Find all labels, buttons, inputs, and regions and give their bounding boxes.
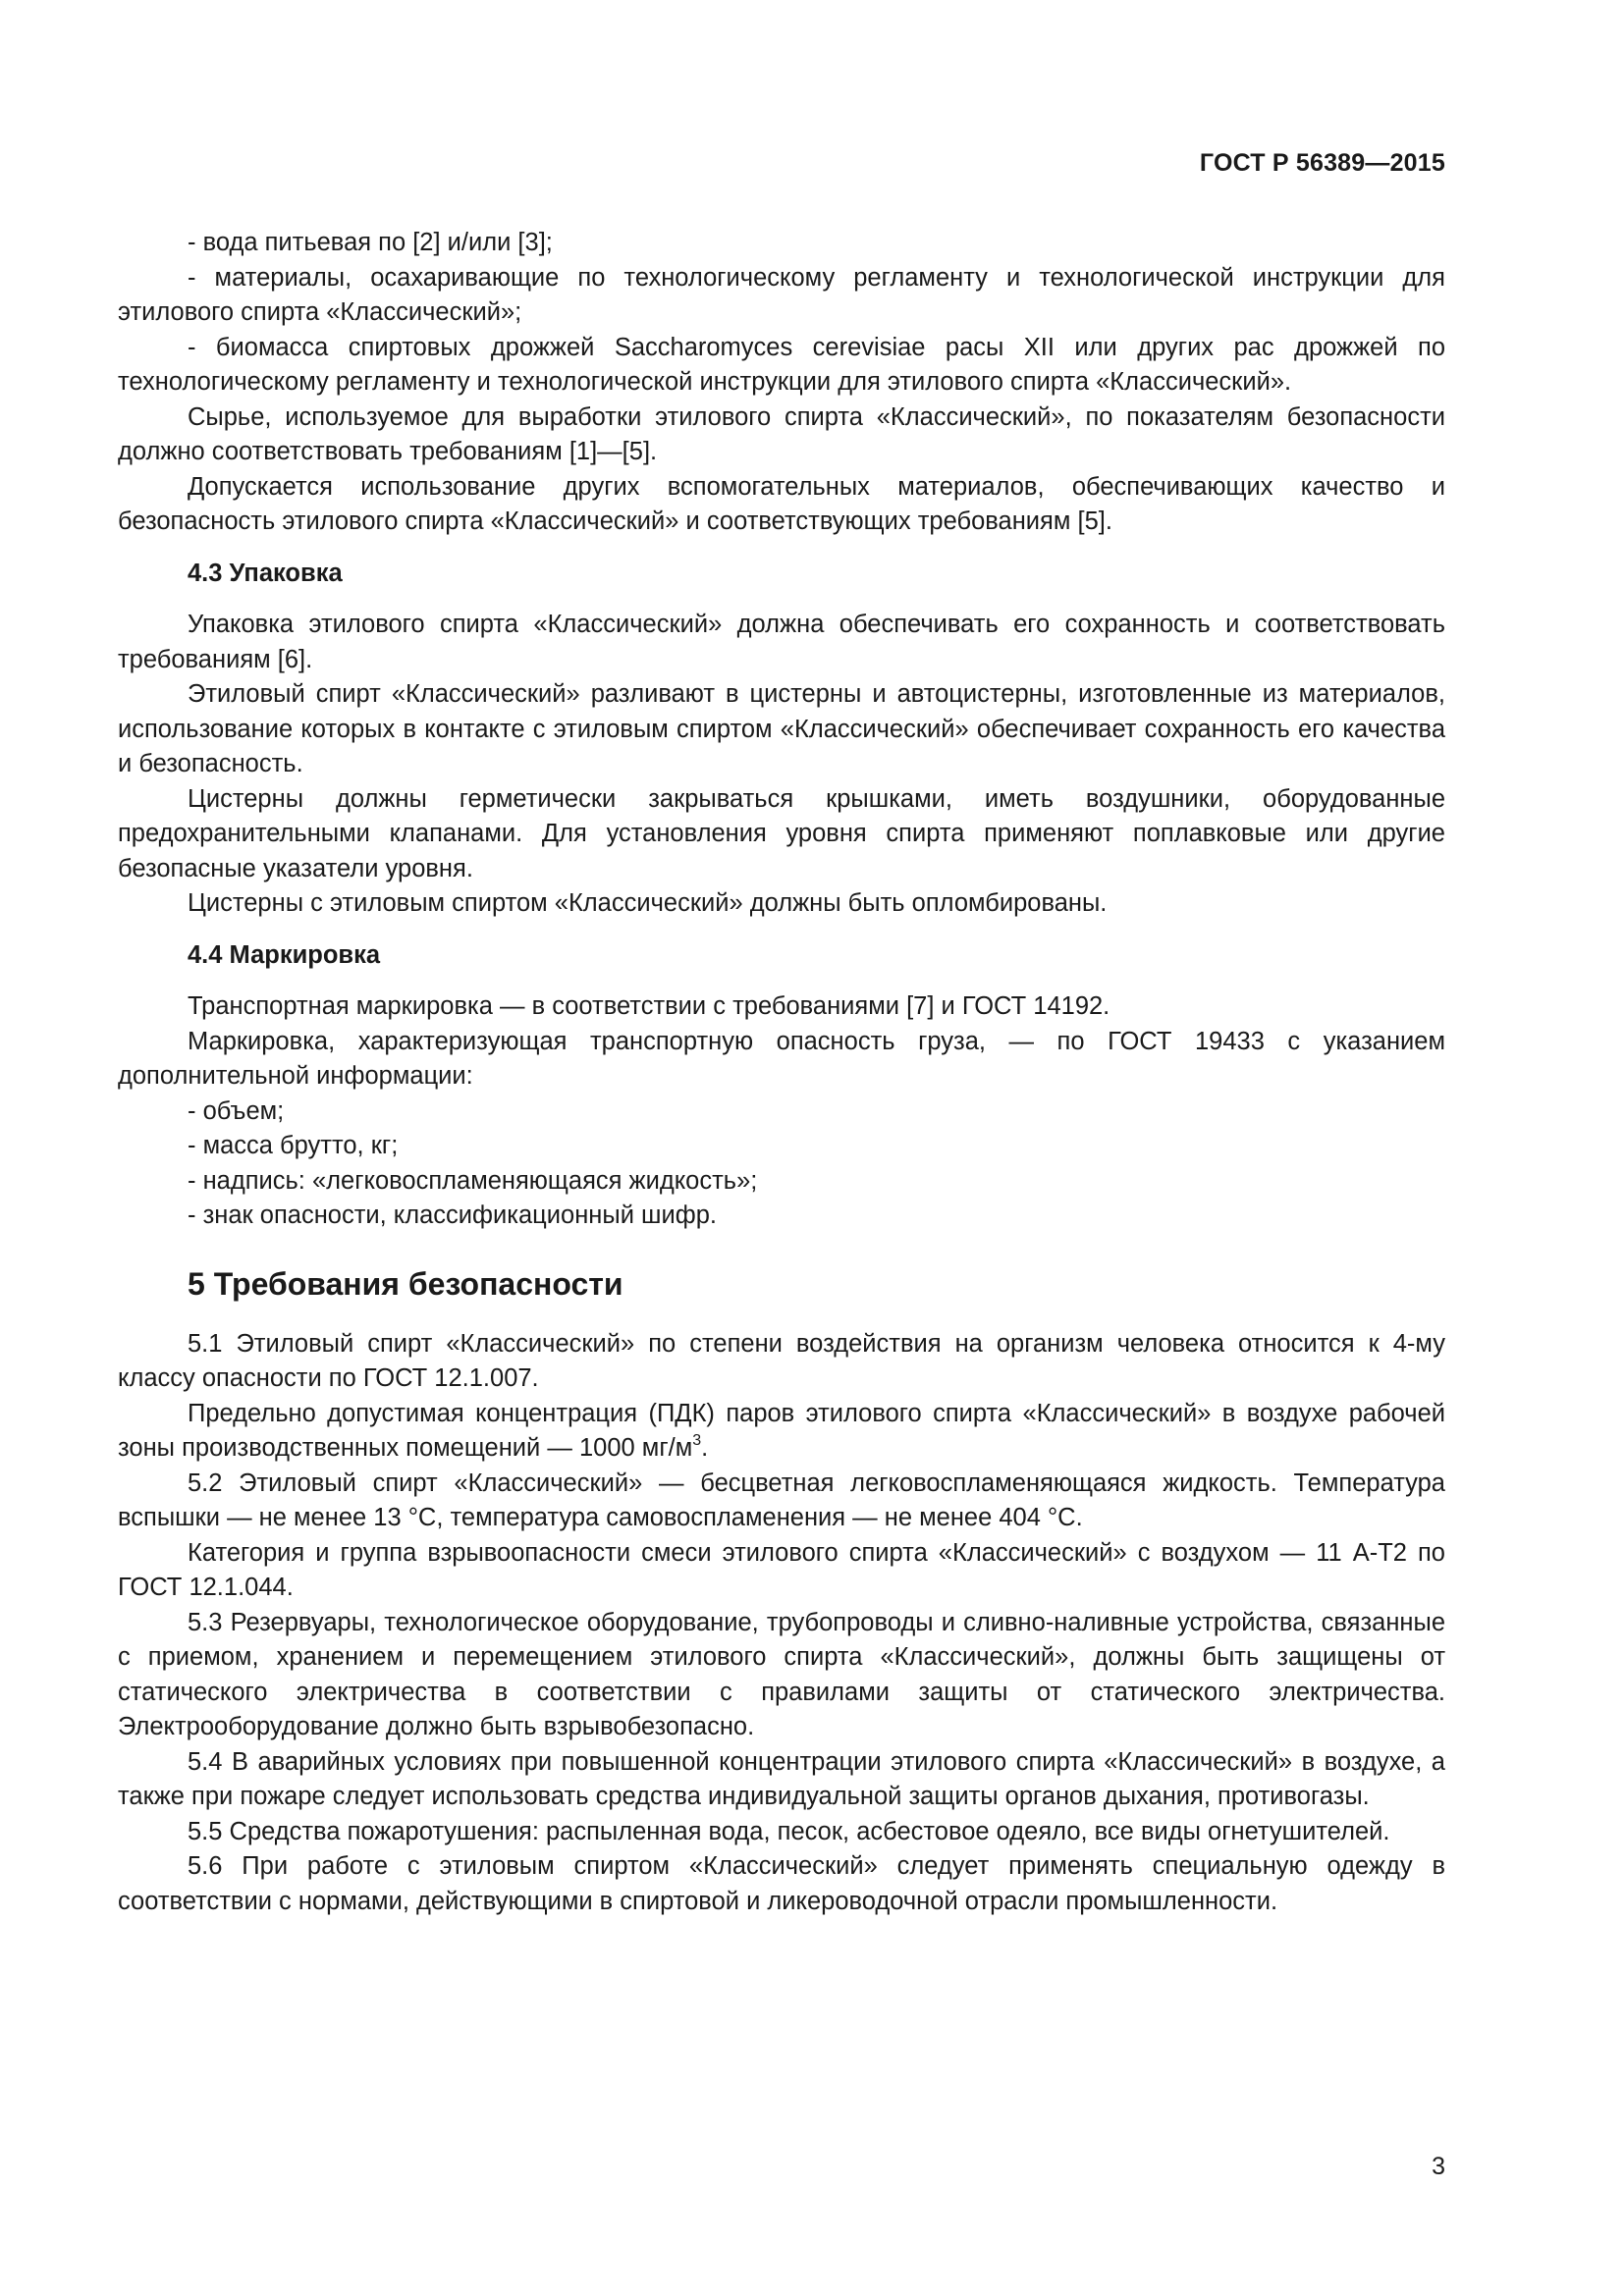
paragraph-mac-concentration	[118, 1397, 1445, 1467]
subsection-heading-marking: 4.4 Маркировка	[188, 940, 381, 969]
mac-superscript: 3	[692, 1432, 702, 1449]
paragraph-packaging-requirements: Упаковка этилового спирта «Классический» должна обеспечивать его сохранность и соответствовать требованиям [6].	[118, 611, 1445, 673]
page-number: 3	[1432, 2153, 1445, 2180]
paragraph-5-6-protective-clothing: 5.6 При работе с этиловым спиртом «Классический» следует применять специальную одежду в соответствии с нормами, действующими в спиртовой и ликероводочной отрасли промышленности.	[118, 1852, 1445, 1915]
paragraph-tank-filling: Этиловый спирт «Классический» разливают в цистерны и автоцистерны, изготовленные из материалов, использование которых в контакте с этиловым спиртом «Классический» обеспечивает сохранность его качества и безопасность.	[118, 680, 1445, 777]
paragraph-explosion-category: Категория и группа взрывоопасности смеси этилового спирта «Классический» с воздухом — 11 А-Т2 по ГОСТ 12.1.044.	[118, 1538, 1445, 1601]
paragraph-tank-sealing: Цистерны должны герметически закрываться крышками, иметь воздушники, оборудованные предохранительными клапанами. Для установления уровня спирта применяют поплавковые или другие безопасные указатели уровня.	[118, 784, 1445, 882]
list-item-hazard-sign: - знак опасности, классификационный шифр.	[188, 1201, 717, 1229]
paragraph-5-3-static-protection: 5.3 Резервуары, технологическое оборудование, трубопроводы и сливно-наливные устройства, связанные с приемом, хранением и перемещением этилового спирта «Классический», должны быть защищены от статического электричества в соответствии с правилами защиты от статического электричества. Электрооборудование должно быть взрывобезопасно.	[118, 1608, 1445, 1740]
list-item-drinking-water: - вода питьевая по [2] и/или [3];	[188, 229, 553, 256]
document-id-header: ГОСТ Р 56389—2015	[1199, 149, 1445, 177]
subsection-heading-packaging: 4.3 Упаковка	[188, 559, 343, 587]
paragraph-5-4-emergency: 5.4 В аварийных условиях при повышенной концентрации этилового спирта «Классический» в воздухе, а также при пожаре следует использовать средства индивидуальной защиты органов дыхания, противогазы.	[118, 1747, 1445, 1810]
paragraph-5-5-fire-extinguishing: 5.5 Средства пожаротушения: распыленная вода, песок, асбестовое одеяло, все виды огнетушителей.	[188, 1817, 1390, 1845]
list-item-gross-mass: - масса брутто, кг;	[188, 1132, 399, 1159]
paragraph-hazard-marking: Маркировка, характеризующая транспортную опасность груза, — по ГОСТ 19433 с указанием дополнительной информации:	[118, 1027, 1445, 1090]
mac-text: Предельно допустимая концентрация (ПДК) паров этилового спирта «Классический» в воздухе рабочей зоны производственных помещений — 1000 мг/м	[118, 1399, 1445, 1462]
paragraph-auxiliary-materials: Допускается использование других вспомогательных материалов, обеспечивающих качество и безопасность этилового спирта «Классический» и соответствующих требованиям [5].	[118, 472, 1445, 535]
section-heading-safety: 5 Требования безопасности	[188, 1265, 623, 1302]
document-body	[118, 226, 1445, 1919]
list-item-saccharifying-materials: - материалы, осахаривающие по технологическому регламенту и технологической инструкции для этилового спирта «Классический»;	[118, 263, 1445, 326]
list-item-yeast-biomass: - биомасса спиртовых дрожжей Saccharomyces cerevisiae расы XII или других рас дрожжей по технологическому регламенту и технологической инструкции для этилового спирта «Классический».	[118, 333, 1445, 396]
paragraph-transport-marking: Транспортная маркировка — в соответствии с требованиями [7] и ГОСТ 14192.	[188, 992, 1110, 1020]
mac-text-end: .	[701, 1434, 709, 1462]
paragraph-tank-seals: Цистерны с этиловым спиртом «Классический» должны быть опломбированы.	[188, 889, 1108, 917]
paragraph-5-1-hazard-class: 5.1 Этиловый спирт «Классический» по степени воздействия на организм человека относится к 4-му классу опасности по ГОСТ 12.1.007.	[118, 1329, 1445, 1392]
paragraph-5-2-flammability: 5.2 Этиловый спирт «Классический» — бесцветная легковоспламеняющаяся жидкость. Температура вспышки — не менее 13 °С, температура самовоспламенения — не менее 404 °С.	[118, 1468, 1445, 1531]
paragraph-raw-materials-safety: Сырье, используемое для выработки этилового спирта «Классический», по показателям безопасности должно соответствовать требованиям [1]—[5].	[118, 402, 1445, 465]
list-item-label-text: - надпись: «легковоспламеняющаяся жидкость»;	[188, 1166, 758, 1195]
list-item-volume: - объем;	[188, 1096, 285, 1125]
